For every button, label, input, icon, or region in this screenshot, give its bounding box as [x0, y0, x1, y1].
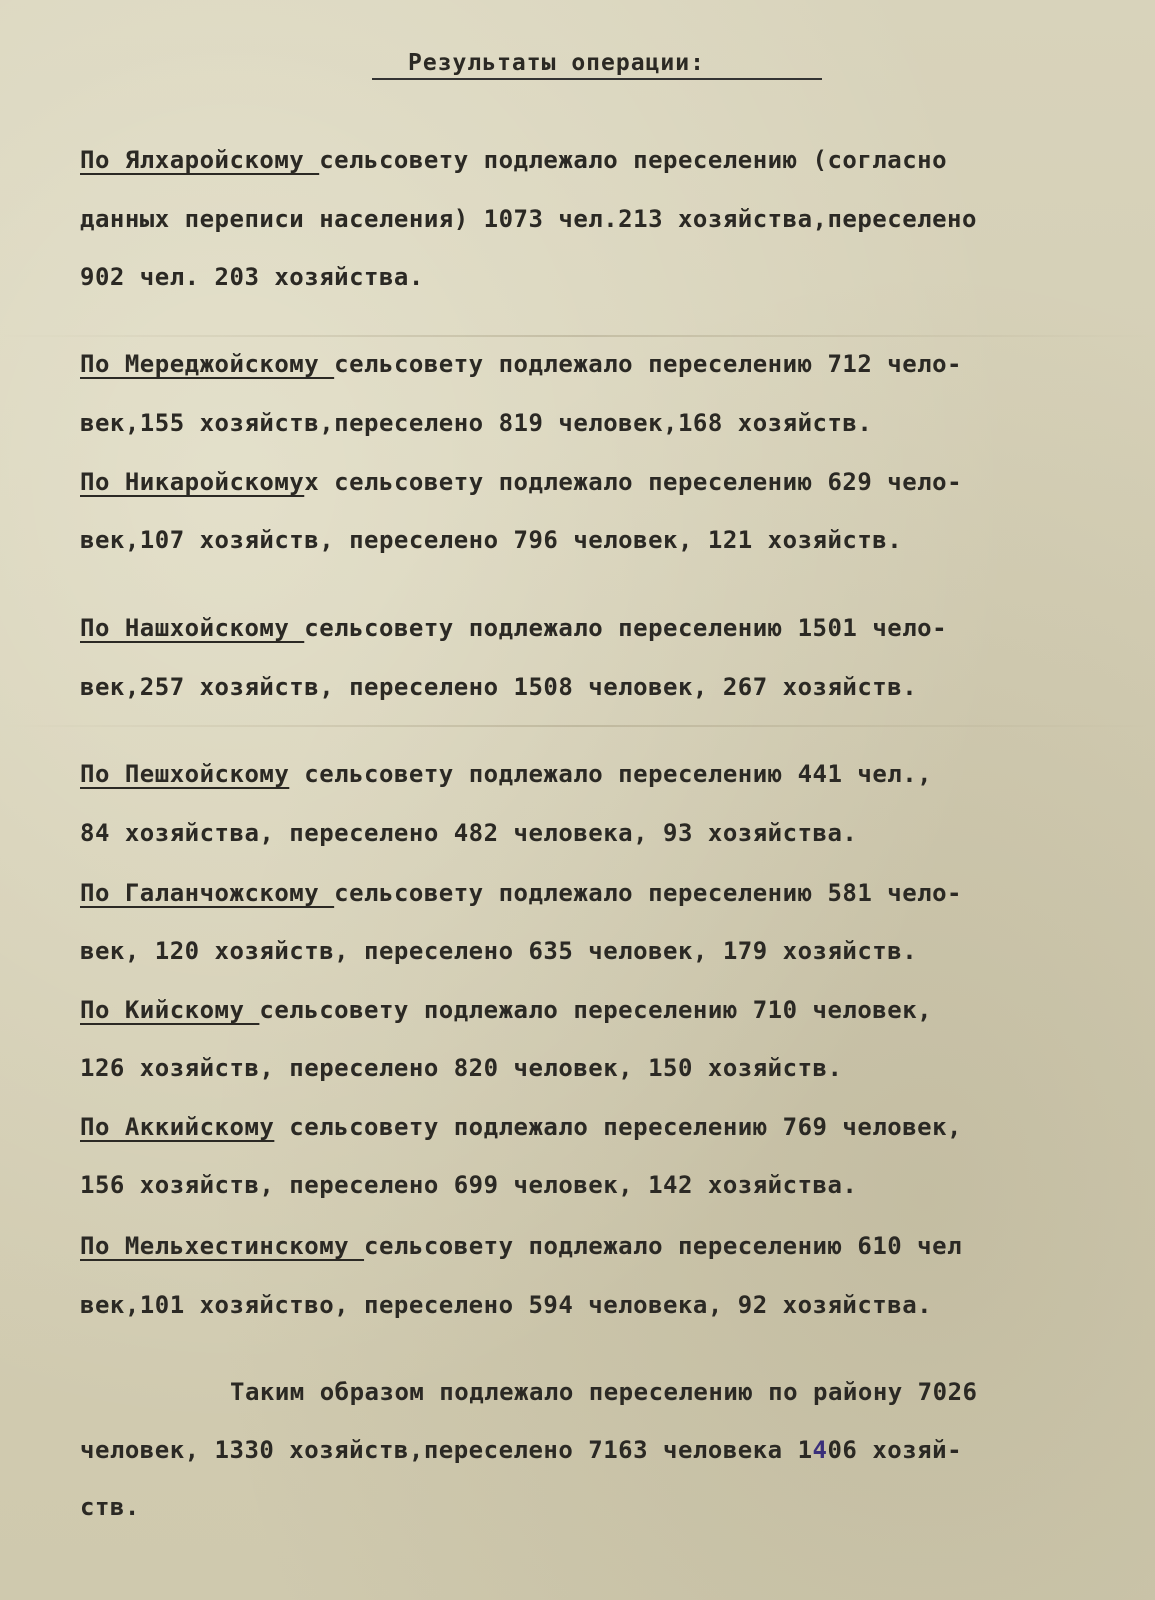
- line-text: сельсовету подлежало переселению 610 чел: [364, 1232, 963, 1260]
- text-line: [80, 467, 962, 497]
- line-text: век,155 хозяйств,переселено 819 человек,168 хозяйств.: [80, 409, 873, 437]
- line-text: 156 хозяйств, переселено 699 человек, 142 хозяйства.: [80, 1171, 858, 1199]
- village-council-name: По Мереджойскому: [80, 350, 335, 378]
- line-text: человек, 1330 хозяйств,переселено 7163 человека 1: [80, 1436, 813, 1464]
- line-text: сельсовету подлежало переселению 710 человек,: [259, 996, 933, 1024]
- text-line: [80, 1231, 962, 1261]
- line-text: 126 хозяйств, переселено 820 человек, 150 хозяйств.: [80, 1054, 843, 1082]
- text-line: [80, 1170, 857, 1200]
- text-line: [80, 1053, 842, 1083]
- text-line: [80, 408, 872, 438]
- line-text: 84 хозяйства, переселено 482 человека, 93 хозяйства.: [80, 819, 858, 847]
- line-text: сельсовету подлежало переселению 581 чело-: [334, 879, 963, 907]
- text-line: [80, 613, 947, 643]
- line-text: Таким образом подлежало переселению по району 7026: [230, 1378, 978, 1406]
- line-text: век,107 хозяйств, переселено 796 человек, 121 хозяйств.: [80, 526, 903, 554]
- line-text: сельсовету подлежало переселению 441 чел.,: [289, 760, 933, 788]
- village-council-name: По Пешхойскому: [80, 760, 290, 788]
- village-council-name: По Аккийскому: [80, 1113, 275, 1141]
- line-text: сельсовету подлежало переселению (согласно: [319, 146, 948, 174]
- summary-line: [230, 1377, 977, 1407]
- line-text: 902 чел. 203 хозяйства.: [80, 263, 424, 291]
- text-line: [80, 995, 932, 1025]
- text-line: [80, 759, 932, 789]
- text-line: [80, 145, 947, 175]
- text-line: [80, 818, 857, 848]
- village-council-name: По Кийскому: [80, 996, 260, 1024]
- text-line: [80, 878, 962, 908]
- summary-line: [80, 1492, 140, 1522]
- text-line: [80, 262, 424, 292]
- text-line: [80, 349, 962, 379]
- line-text: сельсовету подлежало переселению 712 чело-: [334, 350, 963, 378]
- paper-fold: [0, 725, 1155, 727]
- line-text: ств.: [80, 1493, 140, 1521]
- text-line: [80, 1290, 932, 1320]
- paper-fold: [0, 335, 1155, 337]
- line-text: век,257 хозяйств, переселено 1508 человек, 267 хозяйств.: [80, 673, 918, 701]
- handwritten-correction: 4: [812, 1436, 828, 1464]
- line-text: данных переписи населения) 1073 чел.213 хозяйства,переселено: [80, 205, 977, 233]
- line-text: сельсовету подлежало переселению 769 человек,: [274, 1113, 963, 1141]
- village-council-name: По Нашхойскому: [80, 614, 305, 642]
- line-text: 06 хозяй-: [827, 1436, 963, 1464]
- text-line: [80, 1112, 962, 1142]
- line-text: век, 120 хозяйств, переселено 635 человек, 179 хозяйств.: [80, 937, 918, 965]
- text-line: [80, 525, 902, 555]
- text-line: [80, 204, 977, 234]
- village-council-name: По Никаройскому: [80, 468, 305, 496]
- village-council-name: По Мельхестинскому: [80, 1232, 365, 1260]
- text-line: [80, 936, 917, 966]
- document-title: Результаты операции:: [372, 50, 822, 80]
- village-council-name: По Ялхаройскому: [80, 146, 320, 174]
- line-text: сельсовету подлежало переселению 1501 чело-: [304, 614, 948, 642]
- line-text: х сельсовету подлежало переселению 629 чело-: [304, 468, 963, 496]
- text-line: [80, 672, 917, 702]
- summary-line: [80, 1435, 962, 1465]
- village-council-name: По Галанчожскому: [80, 879, 335, 907]
- line-text: век,101 хозяйство, переселено 594 человека, 92 хозяйства.: [80, 1291, 933, 1319]
